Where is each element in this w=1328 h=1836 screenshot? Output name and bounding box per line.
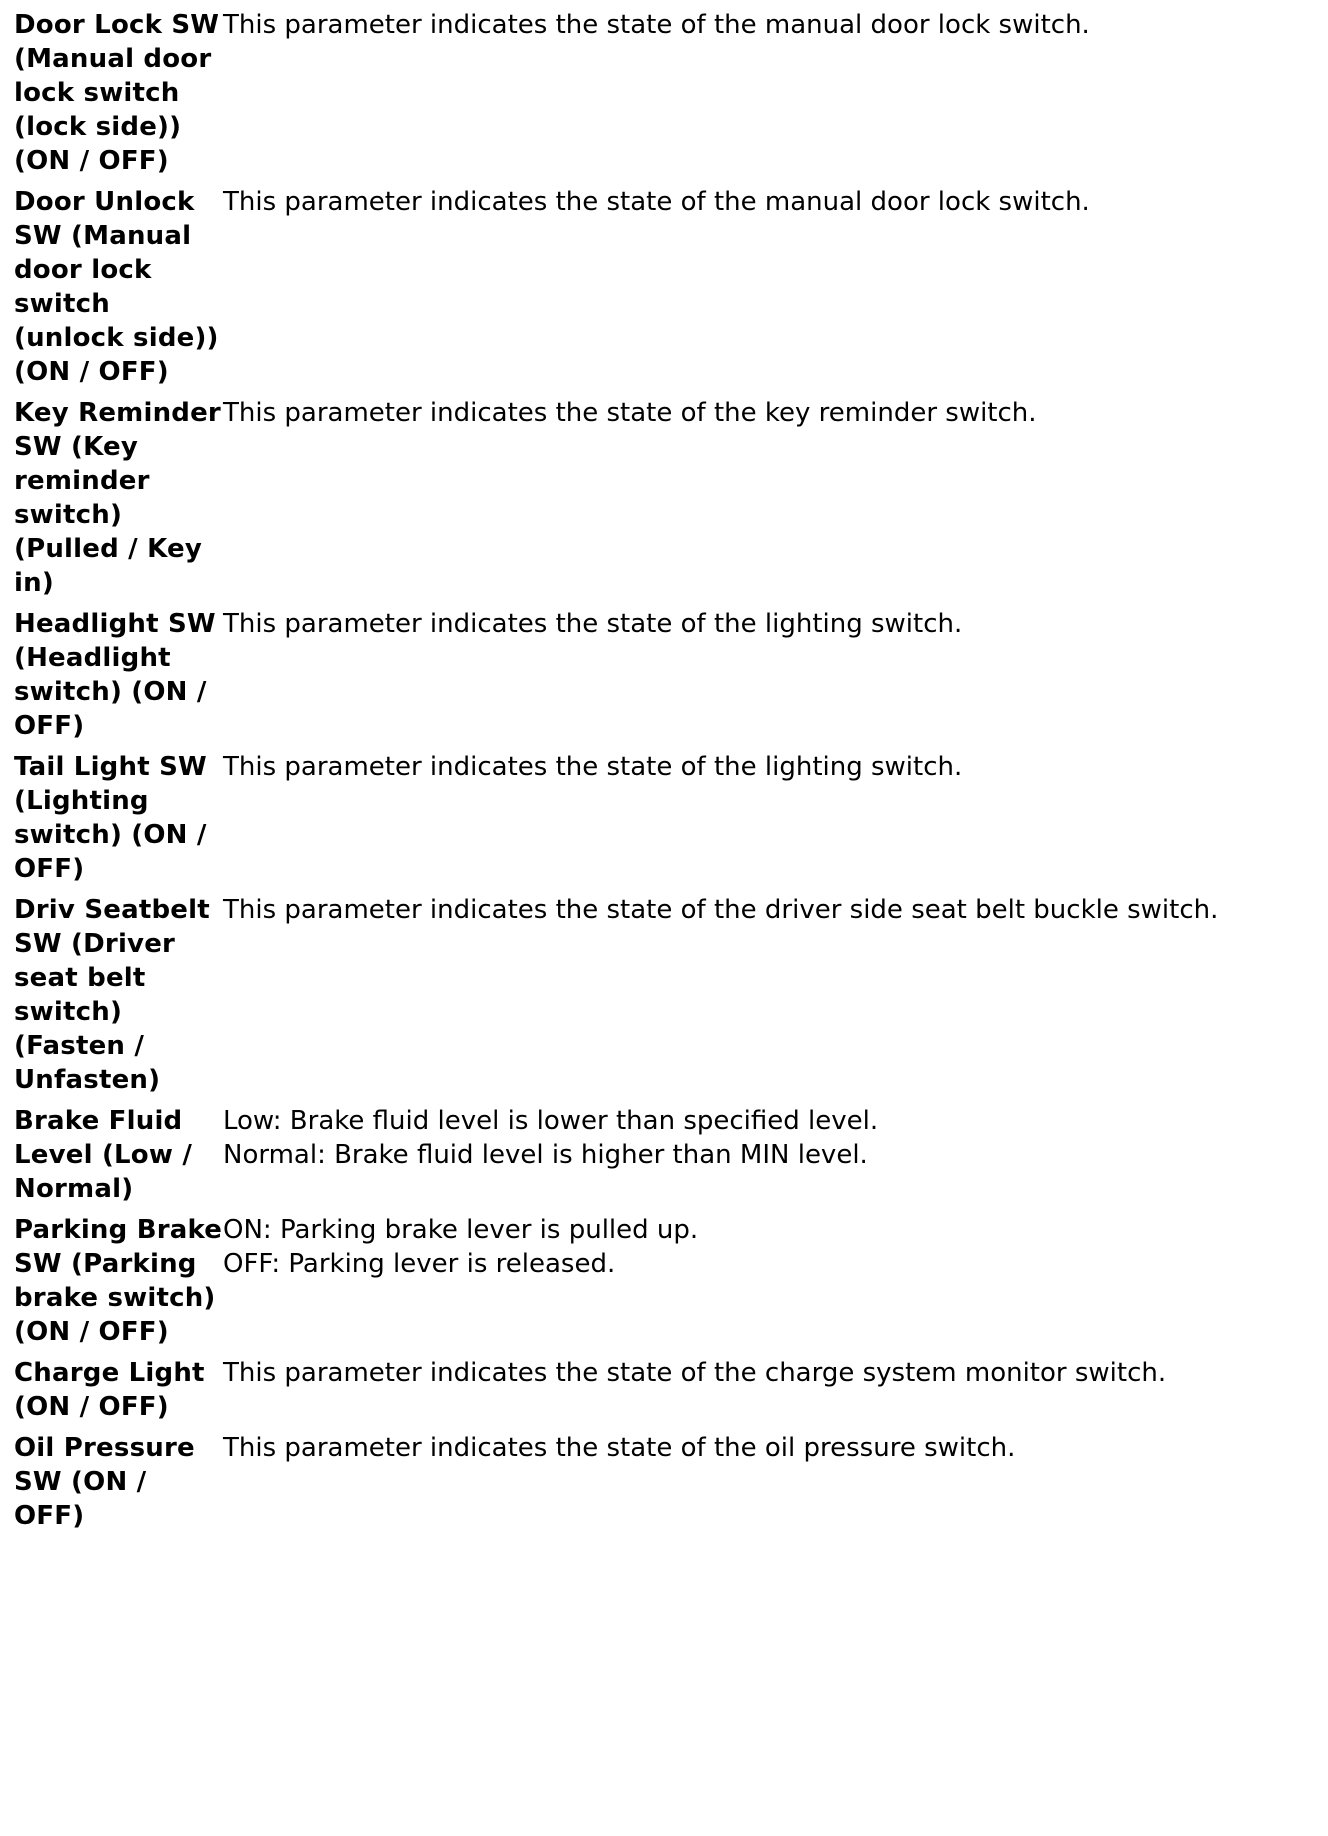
parameter-name: Tail Light SW (Lighting switch) (ON / OFF) xyxy=(14,752,207,884)
parameter-row xyxy=(14,607,1314,743)
parameter-name: Key Reminder SW (Key reminder switch) (Pulled / Key in) xyxy=(14,398,221,598)
parameter-name: Driv Seatbelt SW (Driver seat belt switch) (Fasten / Unfasten) xyxy=(14,895,210,1095)
description-line: ON: Parking brake lever is pulled up. xyxy=(223,1215,699,1245)
parameter-row xyxy=(14,185,1314,389)
parameter-description xyxy=(223,1104,1314,1172)
description-line: This parameter indicates the state of the manual door lock switch. xyxy=(223,10,1090,40)
parameter-description xyxy=(223,607,1314,641)
parameter-description xyxy=(223,1213,1314,1281)
description-line: This parameter indicates the state of the driver side seat belt buckle switch. xyxy=(223,895,1219,925)
parameter-row xyxy=(14,750,1314,886)
description-line: Normal: Brake fluid level is higher than MIN level. xyxy=(223,1140,868,1170)
description-line: This parameter indicates the state of the key reminder switch. xyxy=(223,398,1037,428)
parameter-description xyxy=(223,750,1314,784)
parameter-row xyxy=(14,396,1314,600)
parameter-name: Parking Brake SW (Parking brake switch) (ON / OFF) xyxy=(14,1215,223,1347)
parameter-row xyxy=(14,1213,1314,1349)
description-line: This parameter indicates the state of the manual door lock switch. xyxy=(223,187,1090,217)
description-line: Low: Brake fluid level is lower than specified level. xyxy=(223,1106,879,1136)
parameter-description xyxy=(223,893,1314,927)
parameter-row xyxy=(14,1431,1314,1533)
parameter-description xyxy=(223,396,1314,430)
parameter-row xyxy=(14,8,1314,178)
parameter-description xyxy=(223,185,1314,219)
parameter-description xyxy=(223,1431,1314,1465)
parameter-row xyxy=(14,1356,1314,1424)
parameter-row xyxy=(14,893,1314,1097)
parameter-name: Charge Light (ON / OFF) xyxy=(14,1358,205,1422)
description-line: OFF: Parking lever is released. xyxy=(223,1249,616,1279)
description-line: This parameter indicates the state of the lighting switch. xyxy=(223,752,963,782)
description-line: This parameter indicates the state of the oil pressure switch. xyxy=(223,1433,1016,1463)
parameter-table xyxy=(14,8,1314,1540)
parameter-name: Brake Fluid Level (Low / Normal) xyxy=(14,1106,193,1204)
parameter-description xyxy=(223,1356,1314,1390)
parameter-name: Oil Pressure SW (ON / OFF) xyxy=(14,1433,195,1531)
parameter-name: Door Unlock SW (Manual door lock switch (unlock side)) (ON / OFF) xyxy=(14,187,219,387)
description-line: This parameter indicates the state of the lighting switch. xyxy=(223,609,963,639)
parameter-row xyxy=(14,1104,1314,1206)
description-line: This parameter indicates the state of the charge system monitor switch. xyxy=(223,1358,1167,1388)
parameter-description xyxy=(223,8,1314,42)
parameter-name: Headlight SW (Headlight switch) (ON / OFF) xyxy=(14,609,216,741)
parameter-name: Door Lock SW (Manual door lock switch (lock side)) (ON / OFF) xyxy=(14,10,220,176)
